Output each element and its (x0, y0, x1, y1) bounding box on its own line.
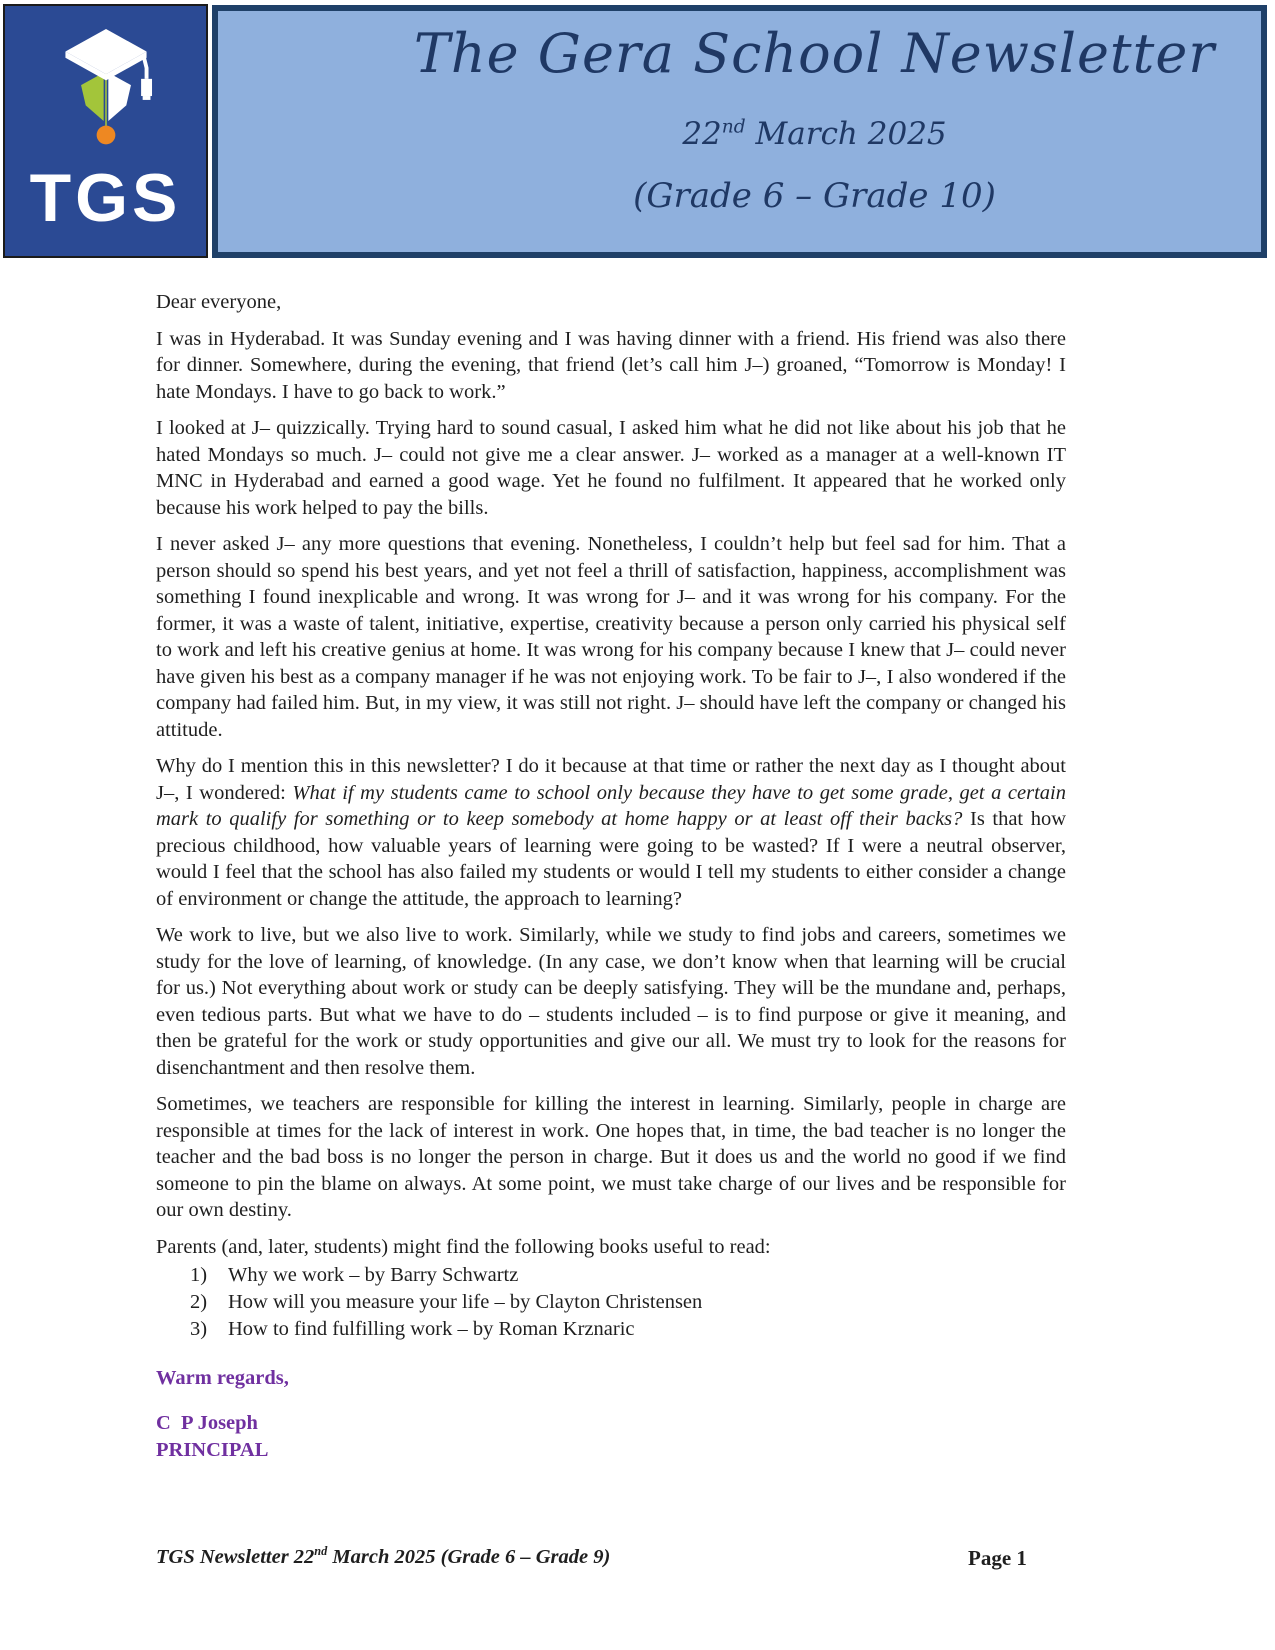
date-month-year: March 2025 (745, 116, 947, 153)
footer-text (156, 1546, 610, 1569)
letter-paragraph (156, 753, 1066, 912)
newsletter-title: The Gera School Newsletter (413, 22, 1216, 85)
newsletter-grade-range: (Grade 6 – Grade 10) (633, 176, 996, 217)
book-list-item (190, 1316, 1066, 1343)
paragraph-segment: We work to live, but we also live to work. Similarly, while we study to find jobs and careers, sometimes we study for the love of learning, of knowledge. (In any case, we don’t know when that learning will be crucial for us.) Not everything about work or study can be deeply satisfying. They will be the mundane and, perhaps, even tedious parts. But what we have to do – students included – is to find purpose or give it meaning, and then be grateful for the work or study opportunities and give our all. We must try to look for the reasons for disenchantment and then resolve them. (156, 924, 1066, 1079)
logo-monogram: TGS (29, 160, 182, 236)
signature-title: PRINCIPAL (156, 1438, 269, 1461)
book-item-title: How will you measure your life – by Clayton Christensen (228, 1291, 703, 1313)
closing: Warm regards, (156, 1367, 289, 1389)
footer-ordinal-suffix: nd (314, 1544, 328, 1559)
salutation: Dear everyone, (156, 291, 282, 313)
books-intro: Parents (and, later, students) might find the following books useful to read: (156, 1235, 771, 1258)
graduation-cap-pen-icon (28, 18, 184, 160)
paragraph-segment: Why do I mention this in this newsletter? I do it because at that time or rather the next day as I thought about J–, I wondered: (156, 755, 1066, 804)
footer-text-post: March 2025 (Grade 6 – Grade 9) (327, 1546, 611, 1568)
page-number: Page 1 (968, 1546, 1027, 1570)
book-item-number: 2) (190, 1291, 208, 1313)
book-list-item (190, 1262, 1066, 1289)
letter-paragraph (156, 415, 1066, 521)
letter-body (156, 289, 1066, 1464)
letter-paragraphs (156, 326, 1066, 1224)
letter-paragraph (156, 922, 1066, 1081)
paragraph-segment: I was in Hyderabad. It was Sunday evening and I was having dinner with a friend. His friend was also there for dinner. Somewhere, during the evening, that friend (let’s call him J–) groaned, “Tomorrow is Monday! I hate Mondays. I have to go back to work.” (156, 327, 1066, 403)
paragraph-segment: Sometimes, we teachers are responsible for killing the interest in learning. Similarly, people in charge are responsible at times for the lack of interest in work. One hopes that, in time, the bad teacher is no longer the teacher and the bad boss is no longer the person in charge. But it does us and the world no good if we find someone to pin the blame on always. At some point, we must take charge of our lives and be responsible for our own destiny. (156, 1093, 1066, 1221)
paragraph-segment: Is that how precious childhood, how valuable years of learning were going to be wasted? If I were a neutral observer, would I feel that the school has also failed my students or would I tell my students to either consider a change of environment or change the attitude, the approach to learning? (156, 808, 1066, 910)
paragraph-segment: I never asked J– any more questions that evening. Nonetheless, I couldn’t help but feel sad for him. That a person should so spend his best years, and yet not feel a thrill of satisfaction, happiness, accomplishment was something I found inexplicable and wrong. It was wrong for J– and it was wrong for his company. For the former, it was a waste of talent, initiative, expertise, creativity because a person only carried his physical self to work and left his creative genius at home. It was wrong for his company because I knew that J– could never have given his best as a company manager if he was not enjoying work. To be fair to J–, I also wondered if the company had failed him. But, in my view, it was still not right. J– should have left the company or changed his attitude. (156, 533, 1066, 741)
header-banner-content (218, 11, 1261, 252)
book-list (190, 1262, 1066, 1343)
footer-text-pre: TGS Newsletter 22 (156, 1546, 315, 1568)
signature-name: C P Joseph (156, 1411, 258, 1434)
letter-paragraph (156, 531, 1066, 743)
newsletter-date (682, 114, 946, 154)
book-item-title: How to find fulfilling work – by Roman Krznaric (228, 1318, 635, 1340)
header-banner (212, 5, 1267, 258)
letter-paragraph (156, 1091, 1066, 1224)
letter-paragraph (156, 326, 1066, 406)
date-day: 22 (682, 116, 722, 153)
paragraph-italic-segment: What if my students came to school only because they have to get some grade, get a certain mark to qualify for something or to keep somebody at home happy or at least off their backs? (156, 781, 1066, 830)
book-list-item (190, 1289, 1066, 1316)
book-item-title: Why we work – by Barry Schwartz (228, 1264, 519, 1286)
book-item-number: 3) (190, 1318, 208, 1340)
school-logo (3, 4, 208, 258)
date-ordinal-suffix: nd (721, 116, 746, 138)
book-item-number: 1) (190, 1264, 208, 1286)
paragraph-segment: I looked at J– quizzically. Trying hard to sound casual, I asked him what he did not like about his job that he hated Mondays so much. J– could not give me a clear answer. J– worked as a manager at a well-known IT MNC in Hyderabad and earned a good wage. Yet he found no fulfilment. It appeared that he worked only because his work helped to pay the bills. (156, 417, 1066, 519)
